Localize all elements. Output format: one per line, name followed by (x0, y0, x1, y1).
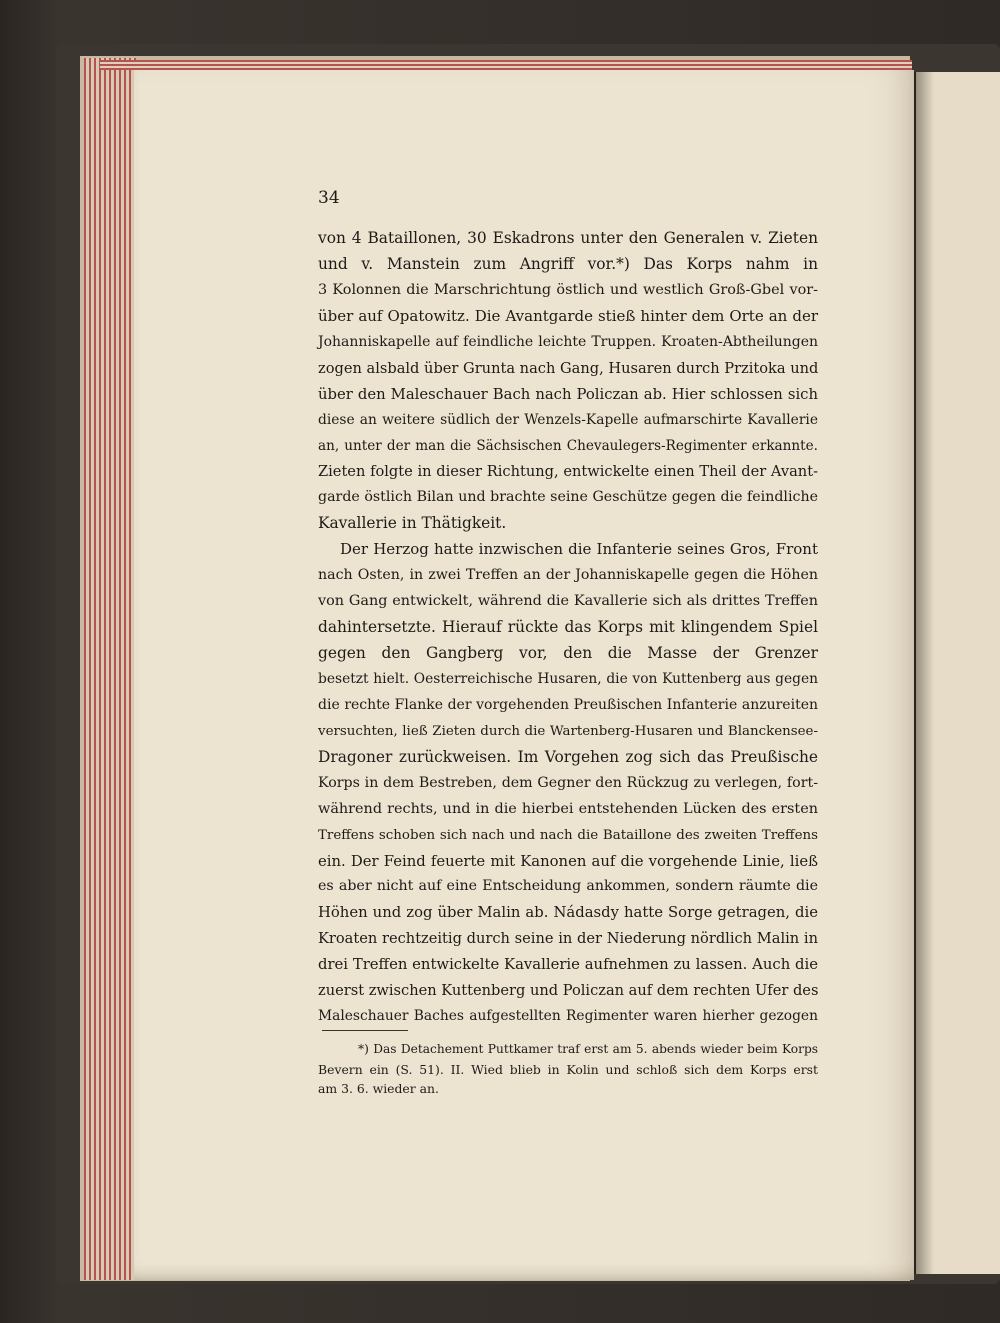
footnote-line: am 3. 6. wieder an. (318, 1081, 439, 1096)
text-line: von 4 Bataillonen, 30 Eskadrons unter den Generalen v. Zieten (318, 229, 818, 247)
text-line: Kavallerie in Thätigkeit. (318, 514, 507, 533)
text-line: Treffens schoben sich nach und nach die Bataillone des zweiten Treffens (318, 827, 818, 843)
body-text (318, 226, 818, 1030)
text-line: drei Treffen entwickelte Kavallerie aufnehmen zu lassen. Auch die (318, 956, 818, 974)
page-number: 34 (318, 188, 340, 208)
footnote-rule (322, 1030, 408, 1031)
text-line: zogen alsbald über Grunta nach Gang, Husaren durch Przitoka und (318, 359, 819, 377)
text-line: Der Herzog hatte inzwischen die Infanterie seines Gros, Front (340, 540, 818, 559)
text-line: dahintersetzte. Hierauf rückte das Korps mit klingendem Spiel (318, 618, 818, 637)
text-line: ein. Der Feind feuerte mit Kanonen auf die vorgehende Linie, ließ (318, 852, 818, 870)
text-line: 3 Kolonnen die Marschrichtung östlich und westlich Groß-Gbel vor- (318, 281, 818, 298)
text-line: Höhen und zog über Malin ab. Nádasdy hatte Sorge getragen, die (318, 904, 818, 922)
text-line: Kroaten rechtzeitig durch seine in der Niederung nördlich Malin in (318, 930, 818, 948)
red-top-edge (100, 60, 912, 70)
text-line: besetzt hielt. Oesterreichische Husaren, die von Kuttenberg aus gegen (318, 670, 818, 687)
text-line: nach Osten, in zwei Treffen an der Johanniskapelle gegen die Höhen (318, 567, 818, 584)
text-line: über den Maleschauer Bach nach Policzan ab. Hier schlossen sich (318, 385, 818, 403)
text-line: Maleschauer Baches aufgestellten Regimenter waren hierher gezogen (318, 1008, 818, 1025)
text-line: während rechts, und in die hierbei entstehenden Lücken des ersten (318, 800, 818, 817)
text-line: Dragoner zurückweisen. Im Vorgehen zog sich das Preußische (318, 747, 818, 766)
red-page-edges (84, 58, 136, 1280)
text-line: garde östlich Bilan und brachte seine Geschütze gegen die feindliche (318, 489, 818, 506)
text-line: an, unter der man die Sächsischen Chevaulegers-Regimenter erkannte. (318, 437, 818, 454)
text-line: es aber nicht auf eine Entscheidung ankommen, sondern räumte die (318, 878, 818, 895)
text-line: von Gang entwickelt, während die Kavallerie sich als drittes Treffen (318, 593, 818, 610)
text-line: und v. Manstein zum Angriff vor.*) Das Korps nahm in (318, 254, 818, 273)
text-line: zuerst zwischen Kuttenberg und Policzan auf dem rechten Ufer des (318, 982, 819, 1000)
footnote-line: *) Das Detachement Puttkamer traf erst am 5. abends wieder beim Korps (358, 1042, 818, 1056)
text-line: Zieten folgte in dieser Richtung, entwickelte einen Theil der Avant- (318, 463, 818, 481)
text-line: gegen den Gangberg vor, den die Masse der Grenzer (318, 644, 818, 662)
footnote-line: Bevern ein (S. 51). II. Wied blieb in Kolin und schloß sich dem Korps erst (318, 1061, 818, 1077)
gutter-shadow (914, 72, 934, 1274)
text-line: über auf Opatowitz. Die Avantgarde stieß hinter dem Orte an der (318, 306, 818, 325)
text-line: versuchten, ließ Zieten durch die Wartenberg-Husaren und Blanckensee- (318, 723, 818, 739)
text-line: die rechte Flanke der vorgehenden Preußischen Infanterie anzureiten (318, 696, 818, 713)
text-line: Johanniskapelle auf feindliche leichte Truppen. Kroaten-Abtheilungen (318, 333, 818, 350)
text-line: Korps in dem Bestreben, dem Gegner den Rückzug zu verlegen, fort- (318, 774, 818, 791)
text-line: diese an weitere südlich der Wenzels-Kapelle aufmarschirte Kavallerie (318, 411, 818, 428)
footnote (318, 1040, 818, 1099)
